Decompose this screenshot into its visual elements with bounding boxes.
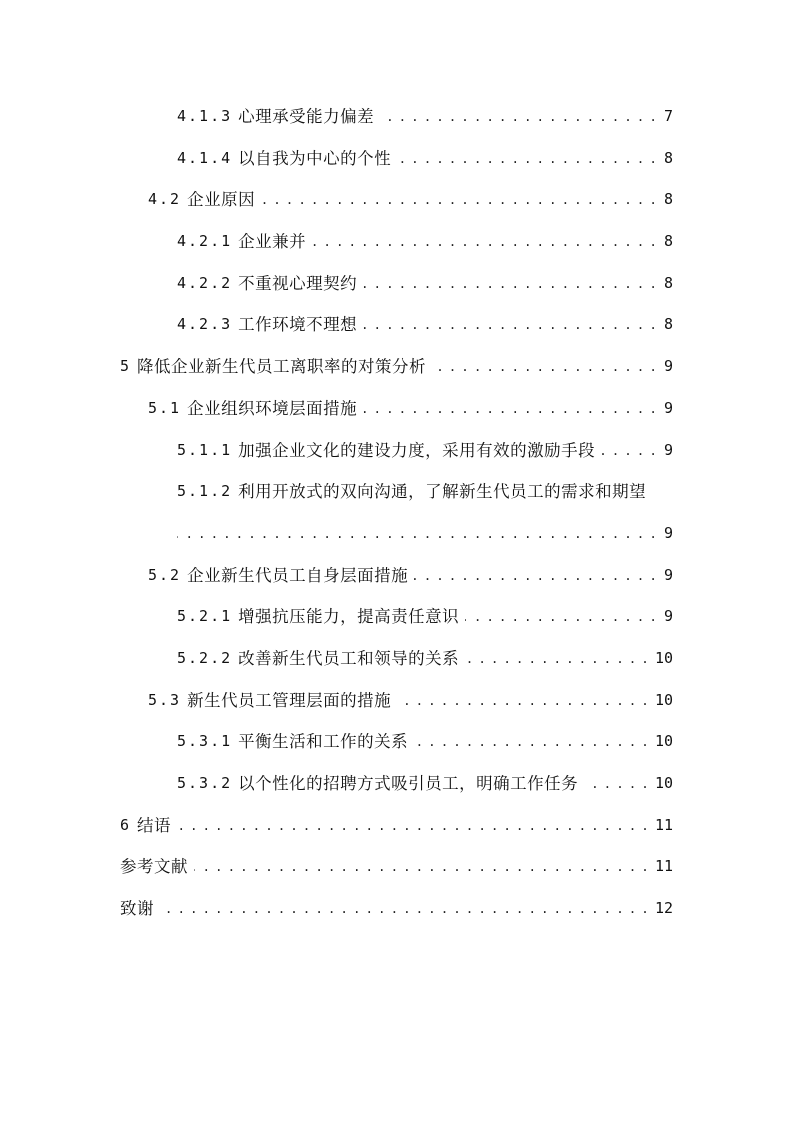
toc-title: 企业原因	[187, 190, 256, 210]
toc-title: 致谢	[120, 899, 154, 919]
toc-number: 5.2	[148, 565, 182, 584]
toc-number: 5.2.2	[177, 648, 233, 667]
toc-number: 4.2.3	[177, 315, 233, 334]
toc-number: 5.1.2	[177, 482, 233, 501]
toc-page-number: 8	[663, 148, 673, 167]
toc-title: 工作环境不理想	[238, 315, 358, 335]
toc-page-number: 10	[654, 648, 673, 667]
toc-title: 结语	[137, 815, 172, 835]
toc-page-number: 9	[663, 357, 673, 376]
toc-entry-acknowledgements[interactable]	[0, 888, 793, 930]
toc-page-number: 9	[663, 565, 673, 584]
toc-number: 5.2.1	[177, 607, 233, 626]
toc-entry-4-1-3[interactable]	[0, 96, 793, 138]
toc-title: 平衡生活和工作的关系	[238, 732, 409, 752]
toc-entry-5-1[interactable]	[0, 388, 793, 430]
toc-entry-6[interactable]	[0, 805, 793, 847]
toc-page-number: 11	[654, 857, 673, 876]
toc-page-number: 8	[663, 273, 673, 292]
toc-title: 参考文献	[120, 857, 188, 877]
toc-page-number: 9	[663, 607, 673, 626]
dot-leader	[601, 430, 657, 472]
toc-entry-5[interactable]	[0, 346, 793, 388]
toc-entry-4-2-2[interactable]	[0, 263, 793, 305]
toc-number: 5.3.2	[177, 774, 233, 793]
toc-entry-5-1-1[interactable]	[0, 430, 793, 472]
dot-leader	[160, 888, 649, 930]
toc-entry-5-1-2[interactable]	[0, 471, 793, 554]
toc-number: 4.1.3	[177, 107, 233, 125]
toc-number: 5.3.1	[177, 732, 233, 751]
toc-page-number: 9	[663, 440, 673, 459]
toc-title: 改善新生代员工和领导的关系	[238, 648, 460, 668]
toc-page-number: 8	[663, 232, 673, 251]
toc-title: 企业新生代员工自身层面措施	[187, 565, 409, 585]
dot-leader	[414, 555, 657, 597]
toc-number: 5	[120, 357, 132, 376]
toc-number: 4.2.1	[177, 232, 233, 251]
table-of-contents	[0, 96, 793, 930]
toc-title: 以自我为中心的个性	[238, 148, 392, 168]
toc-entry-5-2-1[interactable]	[0, 596, 793, 638]
toc-entry-5-3[interactable]	[0, 680, 793, 722]
toc-page-number: 9	[663, 398, 673, 417]
toc-entry-5-3-1[interactable]	[0, 721, 793, 763]
dot-leader	[397, 680, 649, 722]
toc-title: 新生代员工管理层面的措施	[187, 690, 392, 710]
toc-number: 5.3	[148, 690, 182, 709]
toc-title: 心理承受能力偏差	[238, 107, 375, 126]
toc-page-number: 9	[663, 523, 673, 542]
dot-leader	[465, 638, 649, 680]
toc-entry-4-2-1[interactable]	[0, 221, 793, 263]
dot-leader	[432, 346, 657, 388]
dot-leader	[194, 846, 649, 888]
dot-leader	[584, 763, 649, 805]
toc-entry-5-2-2[interactable]	[0, 638, 793, 680]
toc-entry-4-2[interactable]	[0, 179, 793, 221]
dot-leader	[414, 721, 649, 763]
dot-leader	[261, 179, 657, 221]
toc-page-number: 12	[654, 899, 673, 918]
toc-number: 4.2	[148, 190, 182, 209]
toc-page-number: 11	[654, 815, 673, 834]
dot-leader	[177, 805, 649, 847]
toc-title: 以个性化的招聘方式吸引员工，明确工作任务	[238, 774, 579, 794]
toc-title: 企业组织环境层面措施	[187, 398, 358, 418]
toc-page-number: 10	[654, 732, 673, 751]
toc-entry-4-2-3[interactable]	[0, 304, 793, 346]
toc-title: 不重视心理契约	[238, 273, 358, 293]
toc-title: 加强企业文化的建设力度，采用有效的激励手段	[238, 440, 596, 460]
toc-number: 4.2.2	[177, 273, 233, 292]
toc-page-number: 7	[663, 107, 673, 125]
toc-entry-5-3-2[interactable]	[0, 763, 793, 805]
toc-page-number: 8	[663, 190, 673, 209]
toc-title: 降低企业新生代员工离职率的对策分析	[137, 357, 427, 377]
toc-entry-references[interactable]	[0, 846, 793, 888]
toc-number: 4.1.4	[177, 148, 233, 167]
dot-leader	[363, 388, 657, 430]
dot-leader	[397, 138, 657, 180]
toc-page-number: 8	[663, 315, 673, 334]
dot-leader	[465, 596, 657, 638]
toc-number: 5.1	[148, 398, 182, 417]
toc-entry-4-1-4[interactable]	[0, 138, 793, 180]
toc-page-number: 10	[654, 690, 673, 709]
toc-title: 企业兼并	[238, 232, 307, 252]
toc-title: 增强抗压能力，提高责任意识	[238, 607, 460, 627]
toc-page-number: 10	[654, 774, 673, 793]
dot-leader	[312, 221, 657, 263]
dot-leader	[363, 304, 657, 346]
toc-number: 5.1.1	[177, 440, 233, 459]
dot-leader	[177, 513, 657, 555]
toc-number: 6	[120, 815, 132, 834]
dot-leader	[380, 96, 657, 138]
dot-leader	[363, 263, 657, 305]
toc-entry-5-2[interactable]	[0, 555, 793, 597]
toc-title: 利用开放式的双向沟通，了解新生代员工的需求和期望	[238, 482, 647, 502]
